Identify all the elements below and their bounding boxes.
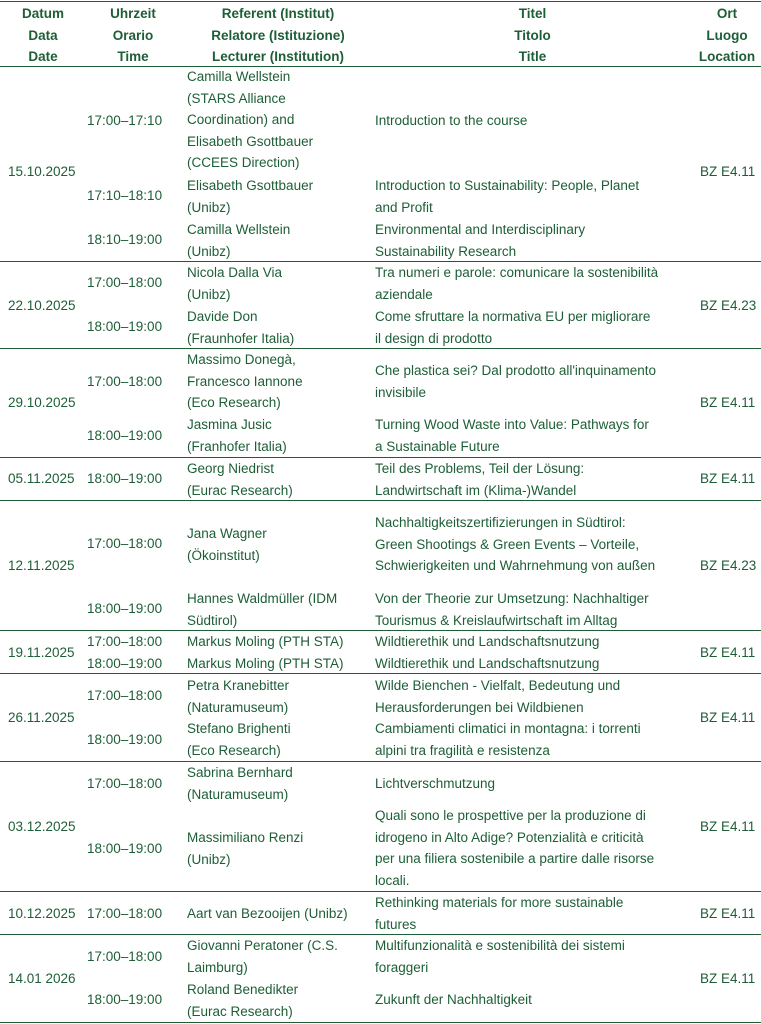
- talk-title: [375, 306, 697, 349]
- talk-lecturer-line: Coordination) and: [187, 112, 295, 127]
- talk-title-line: Tra numeri e parole: comunicare la sostenibilità: [375, 265, 659, 280]
- talk-time: 17:00–17:10: [87, 113, 163, 128]
- talk-lecturer-line: (Unibz): [187, 199, 231, 215]
- session-date: 14.01 2026: [8, 971, 76, 986]
- talk-lecturer: [187, 675, 371, 718]
- talk-time: 17:00–18:00: [87, 634, 163, 649]
- header-location-en: Location: [698, 49, 756, 64]
- talk-time: 17:00–18:00: [87, 776, 163, 791]
- talk-title-line: Come sfruttare la normativa EU per migliorare: [375, 309, 651, 324]
- talk-title: [375, 414, 697, 457]
- talk-lecturer-line: Sabrina Bernhard: [187, 765, 293, 780]
- talk-lecturer-line: Stefano Brighenti: [187, 721, 291, 736]
- talk-title: [375, 935, 697, 978]
- talk-lecturer-line: Hannes Waldmüller (IDM: [187, 591, 338, 606]
- talk-title: [375, 718, 697, 761]
- talk-lecturer: [187, 718, 371, 761]
- talk-lecturer: [187, 631, 371, 653]
- session-date: 29.10.2025: [8, 395, 76, 410]
- header-time-de: Uhrzeit: [110, 6, 156, 21]
- header-location-it: Luogo: [706, 27, 748, 43]
- talk-title-line: Quali sono le prospettive per la produzione di: [375, 808, 646, 823]
- talk-time: 18:00–19:00: [87, 841, 163, 856]
- talk-lecturer: [187, 903, 371, 925]
- talk-title-line: Teil des Problems, Teil der Lösung:: [375, 461, 585, 476]
- talk-lecturer-line: Camilla Wellstein: [187, 222, 291, 237]
- talk-lecturer-line: Markus Moling (PTH STA): [187, 656, 344, 671]
- session-divider: [0, 348, 761, 349]
- talk-lecturer-line: Camilla Wellstein: [187, 69, 291, 84]
- talk-lecturer-line: (STARS Alliance: [187, 90, 286, 106]
- talk-lecturer-line: Jasmina Jusic: [187, 417, 272, 432]
- talk-lecturer-line: (Unibz): [187, 286, 231, 302]
- talk-title: [375, 458, 697, 501]
- talk-title: [375, 989, 697, 1011]
- talk-time: 18:10–19:00: [87, 232, 163, 247]
- talk-time: 17:00–18:00: [87, 275, 163, 290]
- header-time-en: Time: [117, 49, 149, 64]
- session-date: 15.10.2025: [8, 164, 76, 179]
- header-lecturer-it: Relatore (Istituzione): [211, 27, 345, 43]
- header-date-de: Datum: [21, 6, 64, 21]
- talk-title-line: Introduction to the course: [375, 113, 528, 128]
- talk-lecturer-line: Petra Kranebitter: [187, 678, 290, 693]
- header-time-it: Orario: [112, 27, 154, 43]
- talk-time: 17:00–18:00: [87, 374, 163, 389]
- talk-title: [375, 675, 697, 718]
- talk-lecturer-line: (Eco Research): [187, 742, 281, 758]
- talk-lecturer: [187, 827, 371, 870]
- talk-time: 18:00–19:00: [87, 656, 163, 671]
- talk-lecturer: [187, 262, 371, 305]
- session-date: 10.12.2025: [8, 906, 76, 921]
- talk-title-line: Turning Wood Waste into Value: Pathways for: [375, 417, 649, 432]
- talk-lecturer-line: Südtirol): [187, 612, 238, 628]
- talk-time: 17:10–18:10: [87, 188, 163, 203]
- header-location: [694, 3, 760, 68]
- talk-title: [375, 512, 697, 577]
- talk-title-line: foraggeri: [375, 959, 429, 975]
- talk-time: 17:00–18:00: [87, 536, 163, 551]
- talk-title-line: Sustainability Research: [375, 243, 517, 259]
- talk-title-line: invisibile: [375, 384, 427, 400]
- talk-lecturer-line: (Unibz): [187, 243, 231, 259]
- talk-lecturer: [187, 979, 371, 1022]
- talk-lecturer: [187, 219, 371, 262]
- talk-lecturer-line: (Unibz): [187, 851, 231, 867]
- talk-lecturer-line: (Eco Research): [187, 395, 281, 410]
- talk-lecturer-line: (Ökoinstitut): [187, 547, 260, 563]
- talk-title-line: Environmental and Interdisciplinary: [375, 222, 586, 237]
- session-date: 26.11.2025: [8, 710, 75, 725]
- table-top-rule: [0, 1, 761, 2]
- session-location: BZ E4.11: [700, 710, 756, 725]
- talk-title: [375, 653, 697, 675]
- session-divider: [0, 1022, 761, 1023]
- session-location: BZ E4.11: [700, 471, 756, 486]
- session-location: BZ E4.11: [700, 906, 756, 921]
- talk-title-line: Wildtierethik und Landschaftsnutzung: [375, 656, 600, 671]
- talk-lecturer-line: Massimiliano Renzi: [187, 830, 304, 845]
- talk-title-line: Multifunzionalità e sostenibilità dei sistemi: [375, 938, 625, 953]
- talk-title-line: Introduction to Sustainability: People, Planet: [375, 178, 640, 193]
- session-date: 05.11.2025: [8, 471, 75, 486]
- session-location: BZ E4.23: [700, 298, 757, 313]
- header-date-it: Data: [28, 27, 58, 43]
- talk-lecturer-line: Markus Moling (PTH STA): [187, 634, 344, 649]
- talk-title: [375, 805, 697, 891]
- talk-title: [375, 110, 697, 132]
- talk-title-line: locali.: [375, 872, 410, 888]
- talk-lecturer: [187, 653, 371, 675]
- talk-title-line: Zukunft der Nachhaltigkeit: [375, 992, 532, 1007]
- header-title-en: Title: [518, 49, 547, 64]
- talk-title-line: Green Shootings & Green Events – Vorteile,: [375, 536, 640, 552]
- talk-lecturer-line: Jana Wagner: [187, 526, 267, 541]
- session-divider: [0, 673, 761, 674]
- header-date-en: Date: [28, 49, 58, 64]
- session-location: BZ E4.23: [700, 558, 757, 573]
- talk-lecturer: [187, 523, 371, 566]
- session-divider: [0, 500, 761, 501]
- talk-lecturer-line: (CCEES Direction): [187, 155, 300, 170]
- session-location: BZ E4.11: [700, 819, 756, 834]
- talk-lecturer-line: (Eurac Research): [187, 1003, 293, 1019]
- talk-title-line: and Profit: [375, 199, 433, 215]
- talk-title-line: Lichtverschmutzung: [375, 776, 496, 791]
- talk-title-line: aziendale: [375, 286, 433, 302]
- talk-time: 18:00–19:00: [87, 992, 163, 1007]
- talk-title-line: Che plastica sei? Dal prodotto all'inquinamento: [375, 363, 656, 378]
- header-title: [380, 3, 685, 68]
- talk-time: 18:00–19:00: [87, 471, 163, 486]
- talk-lecturer-line: Giovanni Peratoner (C.S.: [187, 938, 338, 953]
- talk-time: 18:00–19:00: [87, 732, 163, 747]
- talk-title: [375, 892, 697, 935]
- talk-lecturer-line: (Franhofer Italia): [187, 438, 287, 454]
- talk-lecturer-line: Massimo Donegà,: [187, 352, 296, 367]
- talk-title-line: il design di prodotto: [375, 330, 493, 346]
- talk-lecturer-line: (Fraunhofer Italia): [187, 330, 295, 346]
- talk-lecturer-line: Davide Don: [187, 309, 258, 324]
- talk-title: [375, 773, 697, 795]
- talk-time: 17:00–18:00: [87, 949, 163, 964]
- talk-title-line: Nachhaltigkeitszertifizierungen in Südtirol:: [375, 515, 626, 530]
- header-title-de: Titel: [518, 6, 547, 21]
- header-time: [87, 3, 179, 68]
- talk-time: 18:00–19:00: [87, 428, 163, 443]
- talk-lecturer-line: Laimburg): [187, 959, 248, 975]
- talk-title: [375, 219, 697, 262]
- talk-title-line: Schwierigkeiten und Wahrnehmung von außen: [375, 558, 656, 573]
- talk-lecturer-line: Francesco Iannone: [187, 373, 303, 389]
- talk-time: 18:00–19:00: [87, 319, 163, 334]
- session-date: 22.10.2025: [8, 298, 76, 313]
- talk-time: 18:00–19:00: [87, 601, 163, 616]
- session-location: BZ E4.11: [700, 164, 756, 179]
- header-lecturer-de: Referent (Institut): [221, 6, 335, 21]
- talk-title-line: Tourismus & Kreislaufwirtschaft im Alltag: [375, 612, 618, 628]
- talk-lecturer: [187, 762, 371, 805]
- talk-lecturer-line: (Naturamuseum): [187, 786, 289, 802]
- header-title-it: Titolo: [514, 27, 551, 43]
- header-lecturer-en: Lecturer (Institution): [212, 49, 344, 64]
- session-date: 19.11.2025: [8, 645, 75, 660]
- talk-lecturer: [187, 349, 371, 414]
- session-location: BZ E4.11: [700, 645, 756, 660]
- talk-title-line: Wilde Bienchen - Vielfalt, Bedeutung und: [375, 678, 621, 693]
- talk-time: 17:00–18:00: [87, 906, 163, 921]
- talk-lecturer-line: Aart van Bezooijen (Unibz): [187, 906, 348, 921]
- session-date: 03.12.2025: [8, 819, 76, 834]
- talk-title-line: Landwirtschaft im (Klima-)Wandel: [375, 482, 577, 498]
- talk-lecturer-line: Elisabeth Gsottbauer: [187, 133, 314, 149]
- session-location: BZ E4.11: [700, 395, 756, 410]
- talk-lecturer: [187, 306, 371, 349]
- talk-title-line: Cambiamenti climatici in montagna: i torrenti: [375, 721, 641, 736]
- talk-lecturer: [187, 66, 371, 174]
- talk-title: [375, 262, 697, 305]
- talk-title-line: idrogeno in Alto Adige? Potenzialità e criticità: [375, 829, 644, 845]
- talk-title-line: Herausforderungen bei Wildbienen: [375, 699, 584, 715]
- talk-title: [375, 360, 697, 403]
- session-date: 12.11.2025: [8, 558, 75, 573]
- talk-lecturer-line: (Eurac Research): [187, 482, 293, 498]
- talk-title-line: alpini tra fragilità e resistenza: [375, 742, 550, 758]
- talk-lecturer: [187, 458, 371, 501]
- talk-lecturer-line: Elisabeth Gsottbauer: [187, 178, 314, 193]
- talk-title-line: futures: [375, 916, 417, 932]
- talk-title: [375, 175, 697, 218]
- talk-lecturer: [187, 935, 371, 978]
- talk-title: [375, 631, 697, 653]
- talk-title-line: Wildtierethik und Landschaftsnutzung: [375, 634, 600, 649]
- talk-lecturer-line: Georg Niedrist: [187, 461, 275, 476]
- talk-lecturer-line: Roland Benedikter: [187, 982, 299, 997]
- talk-title-line: Von der Theorie zur Umsetzung: Nachhaltiger: [375, 591, 649, 606]
- talk-time: 17:00–18:00: [87, 688, 163, 703]
- talk-title-line: Rethinking materials for more sustainable: [375, 895, 624, 910]
- session-divider: [0, 761, 761, 762]
- header-lecturer: [180, 3, 376, 68]
- talk-lecturer: [187, 414, 371, 457]
- talk-title-line: per una filiera sostenibile a partire dalle risorse: [375, 851, 655, 866]
- talk-lecturer-line: Nicola Dalla Via: [187, 265, 283, 280]
- talk-lecturer-line: (Naturamuseum): [187, 699, 289, 715]
- header-location-de: Ort: [716, 6, 738, 21]
- header-date: [5, 3, 81, 68]
- talk-lecturer: [187, 588, 371, 631]
- talk-title: [375, 588, 697, 631]
- header-rule: [0, 66, 761, 67]
- session-location: BZ E4.11: [700, 971, 756, 986]
- talk-title-line: a Sustainable Future: [375, 438, 500, 454]
- talk-lecturer: [187, 175, 371, 218]
